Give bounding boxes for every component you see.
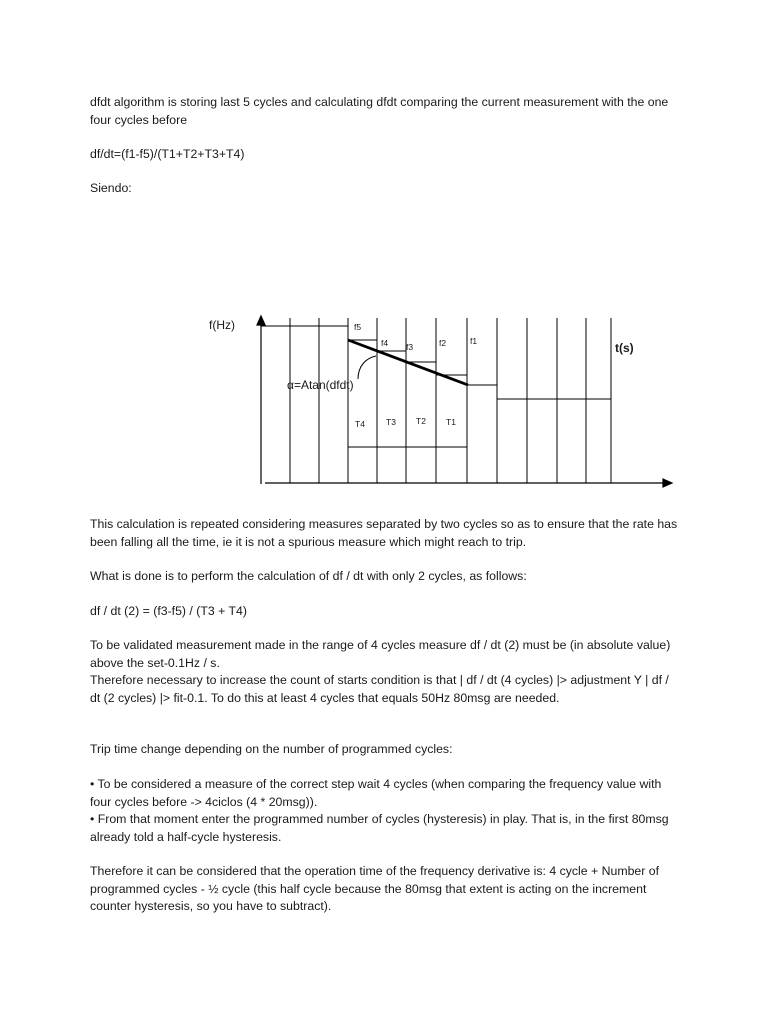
- freq-label-f3: f3: [406, 342, 414, 352]
- x-axis-arrow: [663, 479, 672, 487]
- period-label-t4: T4: [355, 419, 365, 429]
- freq-label-f5: f5: [354, 322, 362, 332]
- condition-paragraph: Therefore necessary to increase the count of starts condition is that | df / dt (4 cycles) |> adjustment Y | df / dt (2 cycles) |> fit-0.1. To do this at least 4 cycles that equals 50Hz 80msg are needed.: [90, 673, 669, 705]
- operation-time-paragraph: Therefore it can be considered that the operation time of the frequency derivative is: 4 cycle + Number of programmed cycles - ½ cycle (this half cycle because the 80msg that extent is acting on the increment counter hysteresis, so you have to subtract).: [90, 864, 660, 913]
- dfdt2-formula: df / dt (2) = (f3-f5) / (T3 + T4): [90, 604, 247, 618]
- period-label-t1: T1: [446, 417, 456, 427]
- dfdt-formula: df/dt=(f1-f5)/(T1+T2+T3+T4): [90, 147, 245, 161]
- period-label-t3: T3: [386, 417, 396, 427]
- y-axis-label: f(Hz): [209, 318, 235, 332]
- intro-paragraph: dfdt algorithm is storing last 5 cycles and calculating dfdt comparing the current measurement with the one four cycles before: [90, 95, 669, 127]
- x-axis-label: t(s): [615, 341, 634, 355]
- period-label-t2: T2: [416, 416, 426, 426]
- y-axis-arrow: [257, 316, 265, 325]
- cycle-grid: [290, 318, 611, 483]
- freq-label-f2: f2: [439, 338, 447, 348]
- bullet-hysteresis: • From that moment enter the programmed number of cycles (hysteresis) in play. That is, in the first 80msg already told a half-cycle hysteresis.: [90, 812, 669, 844]
- angle-label: α=Atan(dfdt): [287, 378, 354, 392]
- siendo-label: Siendo:: [90, 181, 132, 195]
- trip-time-heading: Trip time change depending on the number of programmed cycles:: [90, 742, 453, 756]
- angle-arc: [358, 356, 376, 379]
- repeat-paragraph: This calculation is repeated considering measures separated by two cycles so as to ensure that the rate has been falling all the time, ie it is not a spurious measure which might reach to trip.: [90, 517, 678, 549]
- validation-paragraph: To be validated measurement made in the range of 4 cycles measure df / dt (2) must be (in absolute value) above the set-0.1Hz / s.: [90, 638, 671, 670]
- two-cycle-paragraph: What is done is to perform the calculation of df / dt with only 2 cycles, as follows:: [90, 569, 527, 583]
- freq-label-f4: f4: [381, 338, 389, 348]
- bullet-wait-cycles: • To be considered a measure of the correct step wait 4 cycles (when comparing the frequency value with four cycles before -> 4ciclos (4 * 20msg)).: [90, 777, 662, 809]
- freq-label-f1: f1: [470, 336, 478, 346]
